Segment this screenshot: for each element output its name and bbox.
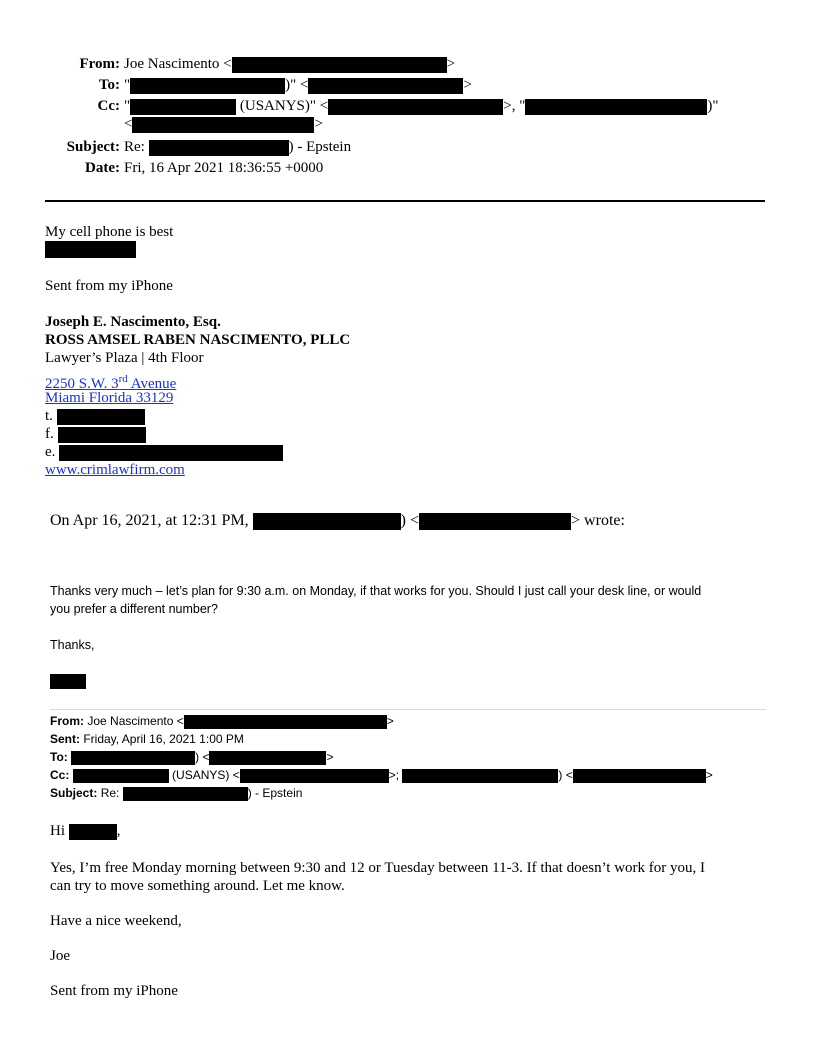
redaction (45, 241, 136, 258)
redaction (240, 769, 389, 783)
redaction (419, 513, 571, 530)
redaction (130, 78, 285, 94)
quoted-sent: Sent: Friday, April 16, 2021 1:00 PM (50, 732, 244, 746)
redaction (50, 674, 86, 689)
redaction (132, 117, 314, 133)
quoted-text-line: you prefer a different number? (50, 602, 218, 616)
redaction (573, 769, 706, 783)
from-value: Joe Nascimento < > (124, 56, 456, 72)
phone-line: t. (45, 407, 145, 425)
redaction (328, 99, 503, 115)
wrote-line: On Apr 16, 2021, at 12:31 PM, ) < > wrote: (50, 512, 625, 529)
redaction (308, 78, 463, 94)
redaction (209, 751, 326, 765)
closing: Have a nice weekend, (50, 913, 182, 929)
redaction (149, 140, 289, 156)
cc-value-cont: < > (124, 116, 323, 132)
signature-address: Lawyer’s Plaza | 4th Floor (45, 350, 204, 366)
redaction (58, 427, 146, 443)
cc-value: " (USANYS)" < >, " )" (124, 98, 719, 114)
from-label: From: (79, 56, 120, 72)
quoted-to: To: ) < > (50, 750, 334, 764)
sent-from: Sent from my iPhone (50, 983, 178, 999)
date-label: Date: (85, 160, 120, 176)
quoted-cc: Cc: (USANYS) < >; ) < > (50, 768, 713, 782)
website-link[interactable]: www.crimlawfirm.com (45, 462, 185, 478)
quoted-from: From: Joe Nascimento < > (50, 714, 394, 728)
redaction (402, 769, 558, 783)
cc-label: Cc: (97, 98, 120, 114)
subject-label: Subject: (66, 139, 120, 155)
reply-paragraph-line: can try to move something around. Let me know. (50, 878, 345, 894)
signoff: Joe (50, 948, 70, 964)
redaction (69, 824, 117, 840)
quoted-subject: Subject: Re: ) - Epstein (50, 786, 303, 800)
sent-from: Sent from my iPhone (45, 278, 173, 294)
subject-value: Re: ) - Epstein (124, 139, 352, 155)
to-value: " )" < > (124, 77, 472, 93)
redaction (123, 787, 248, 801)
greeting: Hi , (50, 823, 121, 839)
date-value: Fri, 16 Apr 2021 18:36:55 +0000 (124, 160, 324, 176)
signature-name: Joseph E. Nascimento, Esq. (45, 314, 221, 330)
redaction (73, 769, 169, 783)
redaction (130, 99, 236, 115)
fax-line: f. (45, 425, 146, 443)
redaction (232, 57, 447, 73)
email-line: e. (45, 443, 283, 461)
redaction (59, 445, 283, 461)
reply-paragraph-line: Yes, I’m free Monday morning between 9:30 and 12 or Tuesday between 11-3. If that doesn’t work for you, I (50, 860, 706, 876)
quoted-thanks: Thanks, (50, 638, 95, 652)
quoted-text-line: Thanks very much – let’s plan for 9:30 a.m. on Monday, if that works for you. Should I just call your desk line, or would (50, 584, 702, 598)
redaction (71, 751, 195, 765)
redaction (253, 513, 401, 530)
redaction (57, 409, 145, 425)
redaction (525, 99, 707, 115)
redaction (184, 715, 387, 729)
header-divider (45, 200, 765, 202)
quoted-divider (50, 709, 766, 710)
street-link[interactable]: 2250 S.W. 3rd Avenue (45, 373, 177, 392)
body-line: My cell phone is best (45, 224, 174, 240)
city-link[interactable]: Miami Florida 33129 (45, 390, 174, 406)
signature-firm: ROSS AMSEL RABEN NASCIMENTO, PLLC (45, 332, 351, 348)
to-label: To: (98, 77, 120, 93)
